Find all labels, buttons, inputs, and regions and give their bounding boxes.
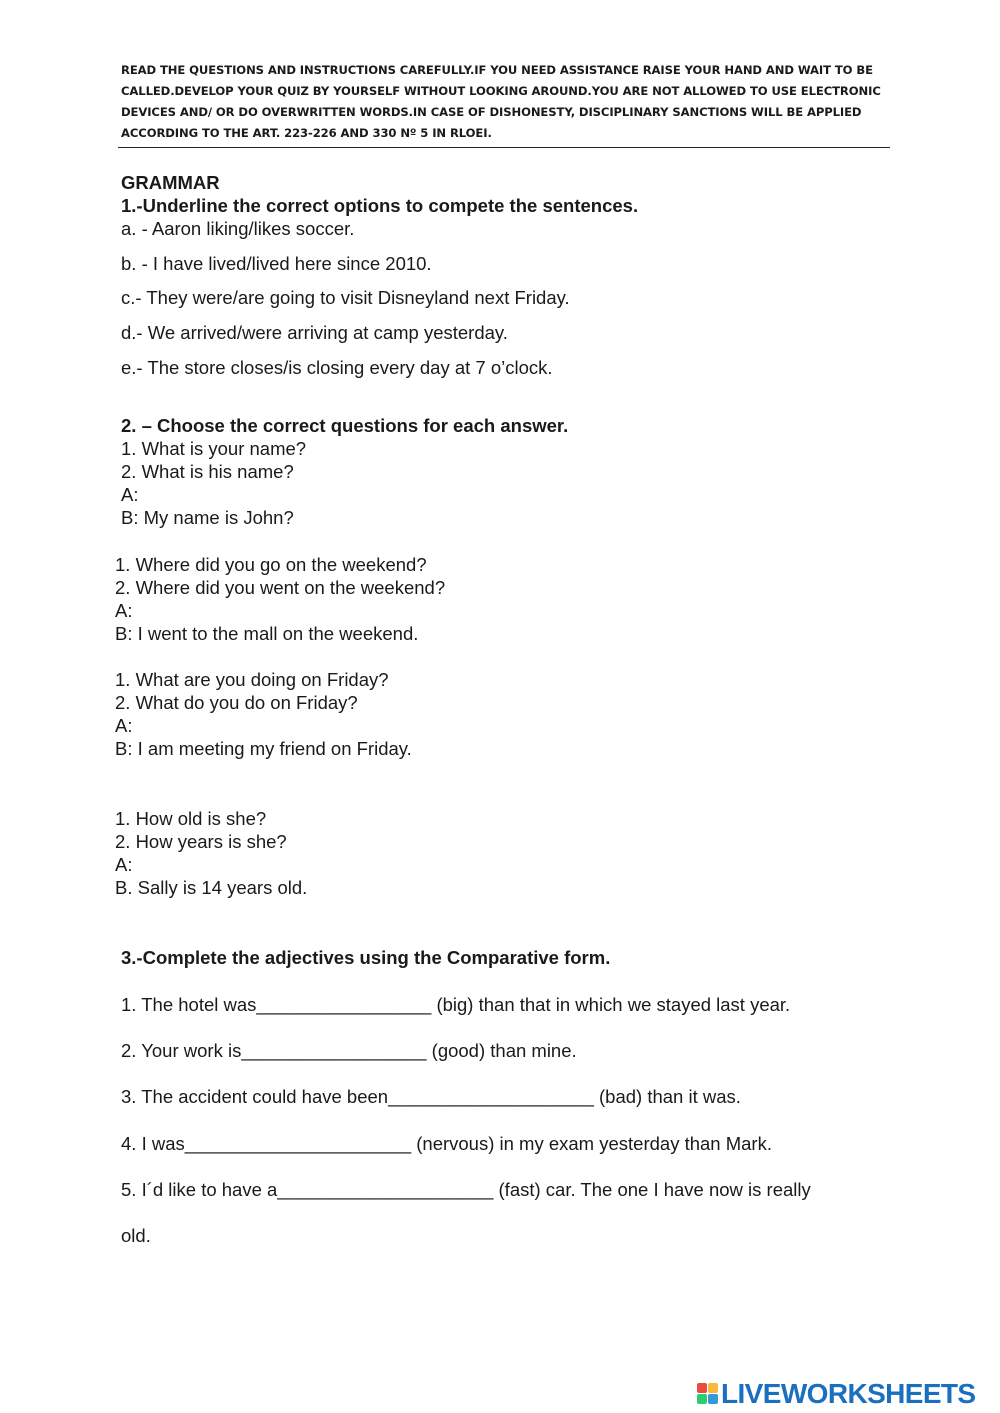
q1-item: d.- We arrived/were arriving at camp yesterday. [121,322,508,343]
q2-response: B: I went to the mall on the weekend. [115,623,419,644]
q2-response: B. Sally is 14 years old. [115,877,308,898]
q2-option: 2. What do you do on Friday? [115,692,358,713]
q2-answer-label: A: [121,484,139,505]
q1-item: e.- The store closes/is closing every day at 7 o’clock. [121,357,553,378]
q2-option: 1. How old is she? [115,808,267,829]
q2-answer-label: A: [115,854,133,875]
q3-item: 1. The hotel was_________________ (big) than that in which we stayed last year. [121,994,791,1015]
q2-option: 1. Where did you go on the weekend? [115,554,427,575]
liveworksheets-icon [697,1383,719,1405]
q3-item: old. [121,1225,151,1246]
liveworksheets-logo [697,1377,976,1411]
q3-item: 5. I´d like to have a_____________________ (fast) car. The one I have now is really [121,1179,811,1200]
q2-option: 1. What are you doing on Friday? [115,669,389,690]
q2-option: 2. What is his name? [121,461,294,482]
q2-option: 2. How years is she? [115,831,287,852]
q2-option: 1. What is your name? [121,438,307,459]
q3-item: 2. Your work is__________________ (good) than mine. [121,1040,577,1061]
section-title: GRAMMAR [121,172,220,193]
q3-item: 4. I was______________________ (nervous) in my exam yesterday than Mark. [121,1133,772,1154]
liveworksheets-brand: LIVEWORKSHEETS [721,1378,976,1409]
q3-item: 3. The accident could have been____________________ (bad) than it was. [121,1086,741,1107]
q1-title: 1.-Underline the correct options to compete the sentences. [121,195,639,216]
header-divider [118,147,890,148]
instruction-line: DEVICES AND/ OR DO OVERWRITTEN WORDS.IN CASE OF DISHONESTY, DISCIPLINARY SANCTIONS WILL BE APPLIED [121,105,862,119]
q1-item: b. - I have lived/lived here since 2010. [121,253,432,274]
q1-item: c.- They were/are going to visit Disneyland next Friday. [121,287,570,308]
instruction-line: READ THE QUESTIONS AND INSTRUCTIONS CAREFULLY.IF YOU NEED ASSISTANCE RAISE YOUR HAND AND WAIT TO BE [121,63,873,77]
q2-response: B: My name is John? [121,507,294,528]
q2-title: 2. – Choose the correct questions for each answer. [121,415,569,436]
q2-answer-label: A: [115,600,133,621]
instruction-line: ACCORDING TO THE ART. 223-226 AND 330 Nº 5 IN RLOEI. [121,126,492,140]
q3-title: 3.-Complete the adjectives using the Comparative form. [121,947,611,968]
instructions-block [121,60,891,144]
q2-answer-label: A: [115,715,133,736]
q2-option: 2. Where did you went on the weekend? [115,577,446,598]
q2-response: B: I am meeting my friend on Friday. [115,738,412,759]
q1-item: a. - Aaron liking/likes soccer. [121,218,355,239]
instruction-line: CALLED.DEVELOP YOUR QUIZ BY YOURSELF WITHOUT LOOKING AROUND.YOU ARE NOT ALLOWED TO USE ELECTRONIC [121,84,881,98]
